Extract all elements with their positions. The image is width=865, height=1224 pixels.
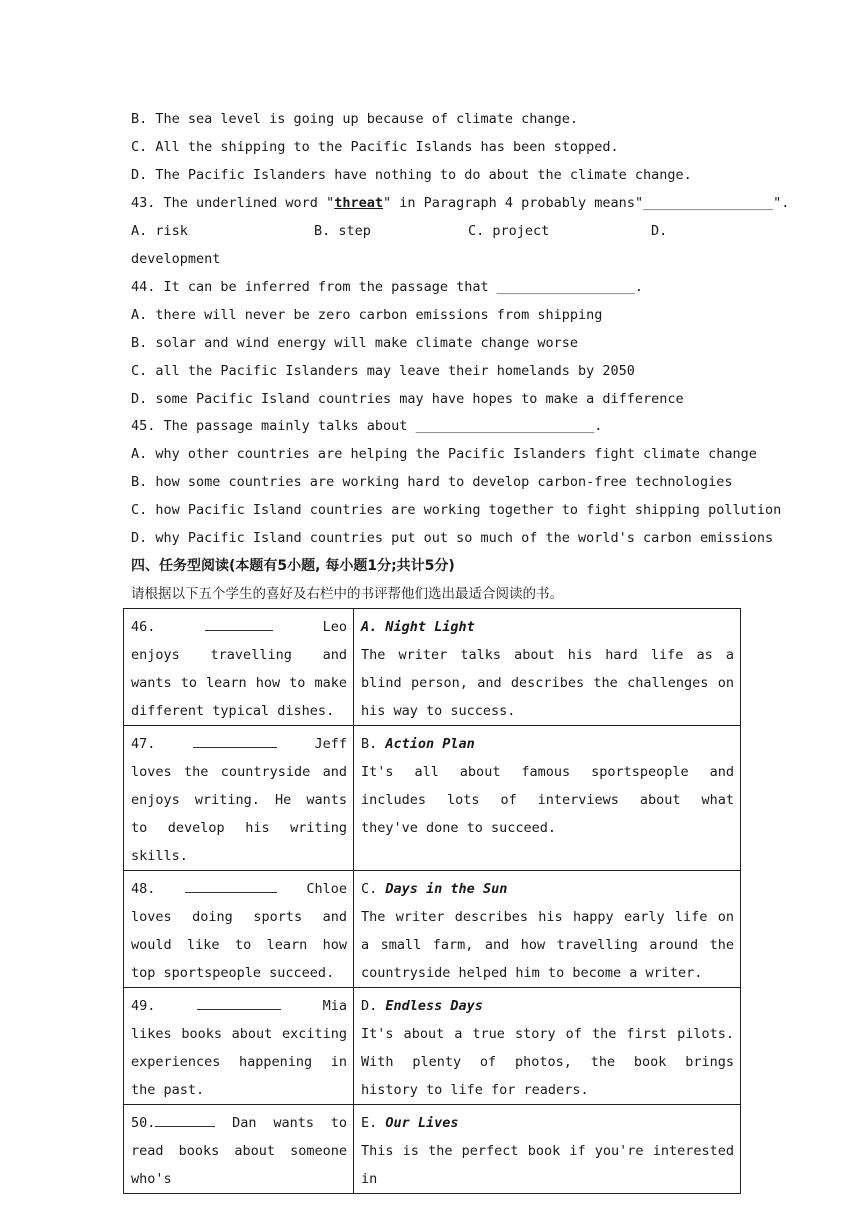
book-cell [354,609,741,726]
q44-option-d: D. some Pacific Island countries may have hopes to make a difference [131,391,684,407]
book-letter: A. [361,619,378,635]
student-description: Jeff loves the countryside and enjoys writing. He wants to develop his writing skills. [131,736,347,864]
section-instruction: 请根据以下五个学生的喜好及右栏中的书评帮他们选出最适合阅读的书。 [131,586,563,602]
student-description: Mia likes books about exciting experiences happening in the past. [131,998,347,1098]
q43-stem [131,193,789,213]
table-row [124,871,741,988]
book-title: Action Plan [385,736,475,752]
book-title: Night Light [385,619,475,635]
book-review: It's all about famous sportspeople and includes lots of interviews about what they've done to succeed. [361,764,734,836]
student-description: Leo enjoys travelling and wants to learn how to make different typical dishes. [131,619,347,719]
q45-option-b: B. how some countries are working hard to develop carbon-free technologies [131,474,733,490]
student-cell [124,988,354,1105]
book-review: The writer talks about his hard life as a blind person, and describes the challenges on his way to success. [361,647,734,719]
book-title: Days in the Sun [385,881,508,897]
table-row [124,988,741,1105]
table-row [124,609,741,726]
q43-underlined-word: threat [334,195,383,211]
q43-stem-prefix: 43. The underlined word " [131,195,335,211]
student-cell [124,871,354,988]
question-number: 49. [131,998,156,1014]
q45-option-c: C. how Pacific Island countries are working together to fight shipping pollution [131,502,782,518]
answer-blank[interactable] [155,1112,215,1127]
q44-option-c: C. all the Pacific Islanders may leave their homelands by 2050 [131,363,635,379]
q43-option-d-cont: development [131,251,221,267]
book-cell [354,1105,741,1194]
answer-blank[interactable] [193,733,277,748]
q43-stem-suffix: " in Paragraph 4 probably means"________________". [382,195,790,211]
table-row [124,726,741,871]
book-letter: E. [361,1115,378,1131]
student-cell [124,1105,354,1194]
book-letter: D. [361,998,378,1014]
q45-stem: 45. The passage mainly talks about ______________________. [131,418,603,434]
q43-option-d: D. [651,223,668,239]
section-heading: 四、任务型阅读(本题有5小题, 每小题1分;共计5分) [131,558,455,574]
student-description: Dan wants to read books about someone who's [131,1115,347,1187]
book-review: It's about a true story of the first pilots. With plenty of photos, the book brings history to life for readers. [361,1026,734,1098]
book-matching-table [123,608,741,1194]
q44-option-a: A. there will never be zero carbon emissions from shipping [131,307,603,323]
student-cell [124,609,354,726]
q45-option-a: A. why other countries are helping the Pacific Islanders fight climate change [131,446,757,462]
student-description: Chloe loves doing sports and would like to learn how top sportspeople succeed. [131,881,347,981]
student-cell [124,726,354,871]
q43-option-c: C. project [468,223,550,239]
question-number: 46. [131,619,156,635]
answer-blank[interactable] [205,616,273,631]
q44-stem: 44. It can be inferred from the passage that _________________. [131,279,644,295]
book-letter: C. [361,881,378,897]
book-cell [354,726,741,871]
q42-option-b: B. The sea level is going up because of climate change. [131,111,579,127]
answer-blank[interactable] [197,995,281,1010]
question-number: 48. [131,881,156,897]
book-review: This is the perfect book if you're interested in [361,1143,734,1187]
question-number: 50. [131,1115,156,1131]
q43-option-a: A. risk [131,223,188,239]
book-title: Our Lives [385,1115,459,1131]
book-review: The writer describes his happy early life on a small farm, and how travelling around the countryside helped him to become a writer. [361,909,734,981]
q43-option-b: B. step [314,223,371,239]
q42-option-c: C. All the shipping to the Pacific Islands has been stopped. [131,139,619,155]
table-row [124,1105,741,1194]
answer-blank[interactable] [185,878,277,893]
book-cell [354,871,741,988]
q44-option-b: B. solar and wind energy will make climate change worse [131,335,579,351]
q42-option-d: D. The Pacific Islanders have nothing to do about the climate change. [131,167,692,183]
book-cell [354,988,741,1105]
book-letter: B. [361,736,378,752]
question-number: 47. [131,736,156,752]
book-title: Endless Days [385,998,483,1014]
q45-option-d: D. why Pacific Island countries put out so much of the world's carbon emissions [131,530,774,546]
